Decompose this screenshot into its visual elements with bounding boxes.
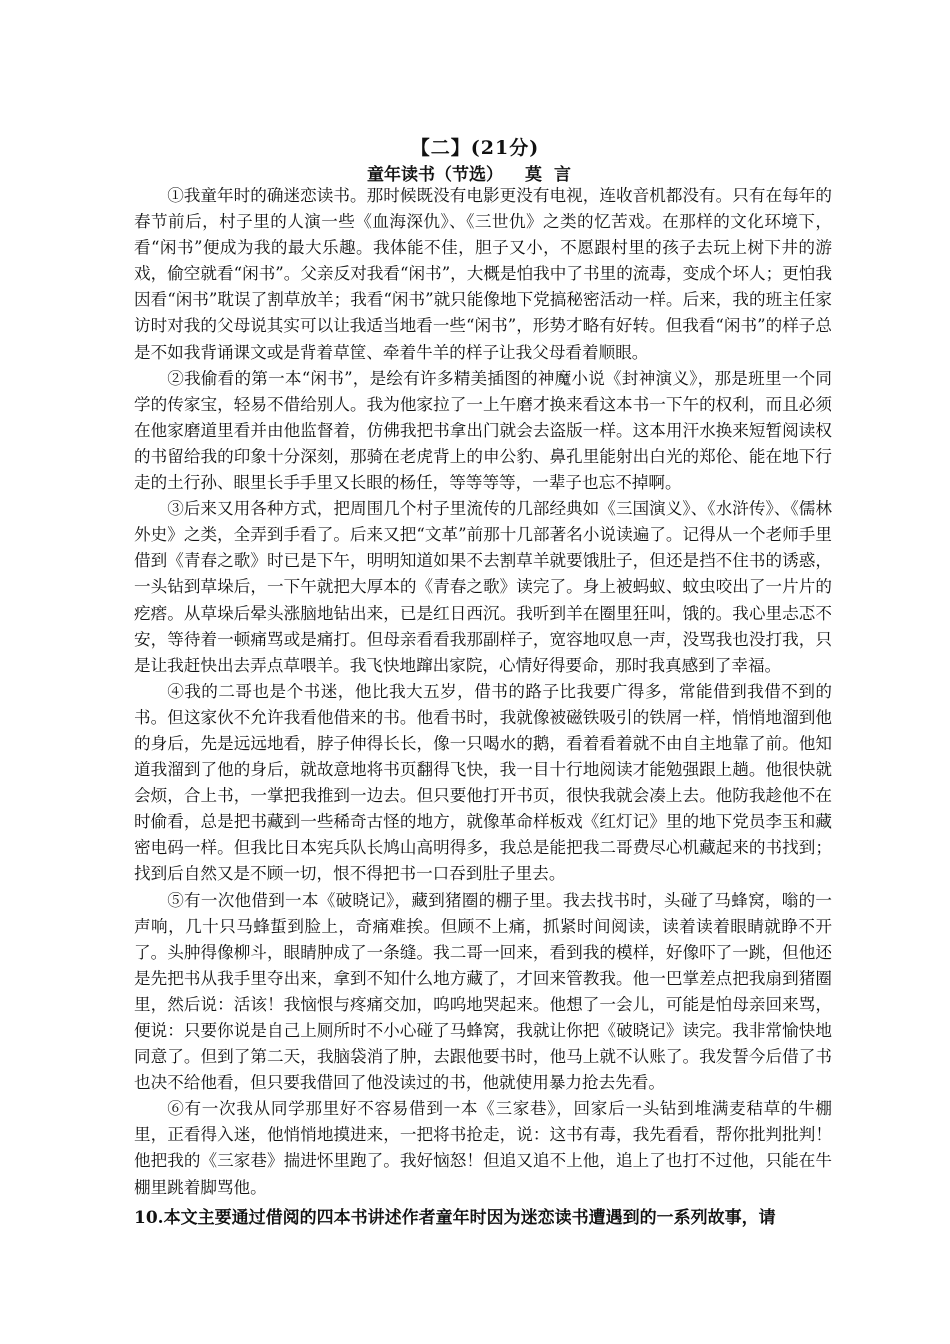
article-body xyxy=(134,183,832,1201)
paragraph-6: ⑥有一次我从同学那里好不容易借到一本《三家巷》，回家后一头钻到堆满麦秸草的牛棚里，正看得入迷，他悄悄地摸进来，一把将书抢走，说：这书有毒，我先看看，帮你批判批判！他把我的《三家巷》揣进怀里跑了。我好恼怒！但追又追不上他，追上了也打不过他，只能在牛棚里跳着脚骂他。 xyxy=(134,1099,832,1197)
paragraph-3: ③后来又用各种方式，把周围几个村子里流传的几部经典如《三国演义》、《水浒传》、《儒林外史》之类，全弄到手看了。后来又把“文革”前那十几部著名小说读遍了。记得从一个老师手里借到《青春之歌》时已是下午，明明知道如果不去割草羊就要饿肚子，但还是挡不住书的诱惑，一头钻到草垛后，一下午就把大厚本的《青春之歌》读完了。身上被蚂蚁、蚊虫咬出了一片片的疙瘩。从草垛后晕头涨脑地钻出来，已是红日西沉。我听到羊在圈里狂叫，饿的。我心里忐忑不安，等待着一顿痛骂或是痛打。但母亲看看我那副样子，宽容地叹息一声，没骂我也没打我，只是让我赶快出去弄点草喂羊。我飞快地蹿出家院，心情好得要命，那时我真感到了幸福。 xyxy=(134,499,832,675)
question-10: 10.本文主要通过借阅的四本书讲述作者童年时因为迷恋读书遭遇到的一系列故事，请 xyxy=(134,1208,776,1228)
paragraph-1: ①我童年时的确迷恋读书。那时候既没有电影更没有电视，连收音机都没有。只有在每年的春节前后，村子里的人演一些《血海深仇》、《三世仇》之类的忆苦戏。在那样的文化环境下，看“闲书”便成为我的最大乐趣。我体能不佳，胆子又小，不愿跟村里的孩子去玩上树下井的游戏，偷空就看“闲书”。父亲反对我看“闲书”，大概是怕我中了书里的流毒，变成个坏人；更怕我因看“闲书”耽误了割草放羊；我看“闲书”就只能像地下党搞秘密活动一样。后来，我的班主任家访时对我的父母说其实可以让我适当地看一些“闲书”，形势才略有好转。但我看“闲书”的样子总是不如我背诵课文或是背着草筐、牵着牛羊的样子让我父母看着顺眼。 xyxy=(134,186,832,362)
article-title-line xyxy=(0,160,950,185)
article-author: 莫言 xyxy=(525,165,583,185)
paragraph-4: ④我的二哥也是个书迷，他比我大五岁，借书的路子比我要广得多，常能借到我借不到的书。但这家伙不允许我看他借来的书。他看书时，我就像被磁铁吸引的铁屑一样，悄悄地溜到他的身后，先是远远地看，脖子伸得长长，像一只喝水的鹅，看着看着就不由自主地靠了前。他知道我溜到了他的身后，就故意地将书页翻得飞快，我一目十行地阅读才能勉强跟上趟。他很快就会烦，合上书，一掌把我推到一边去。但只要他打开书页，很快我就会凑上去。他防我趁他不在时偷看，总是把书藏到一些稀奇古怪的地方，就像革命样板戏《红灯记》里的地下党员李玉和藏密电码一样。但我比日本宪兵队长鸠山高明得多，我总是能把我二哥费尽心机藏起来的书找到；找到后自然又是不顾一切，恨不得把书一口吞到肚子里去。 xyxy=(134,681,832,884)
paragraph-5: ⑤有一次他借到一本《破晓记》，藏到猪圈的棚子里。我去找书时，头碰了马蜂窝，嗡的一声响，几十只马蜂蜇到脸上，奇痛难挨。但顾不上痛，抓紧时间阅读，读着读着眼睛就睁不开了。头肿得像柳斗，眼睛肿成了一条缝。我二哥一回来，看到我的模样，好像吓了一跳，但他还是先把书从我手里夺出来，拿到不知什么地方藏了，才回来管教我。他一巴掌差点把我扇到猪圈里，然后说：活该！我恼恨与疼痛交加，呜呜地哭起来。他想了一会儿，可能是怕母亲回来骂，便说：只要你说是自己上厕所时不小心碰了马蜂窝，我就让你把《破晓记》读完。我非常愉快地同意了。但到了第二天，我脑袋消了肿，去跟他要书时，他马上就不认账了。我发誓今后借了书也决不给他看，但只要我借回了他没读过的书，他就使用暴力抢去先看。 xyxy=(134,890,832,1093)
article-title: 童年读书（节选） xyxy=(367,165,503,185)
paragraph-2: ②我偷看的第一本“闲书”，是绘有许多精美插图的神魔小说《封神演义》，那是班里一个同学的传家宝，轻易不借给别人。我为他家拉了一上午磨才换来看这本书一下午的权利，而且必须在他家磨道里看并由他监督着，仿佛我把书拿出门就会去盗版一样。这本用汗水换来短暂阅读权的书留给我的印象十分深刻，那骑在老虎背上的申公豹、鼻孔里能射出白光的郑伦、能在地下行走的土行孙、眼里长手手里又长眼的杨任，等等等等，一辈子也忘不掉啊。 xyxy=(134,368,832,493)
section-header: 【二】(21分) xyxy=(410,137,540,159)
